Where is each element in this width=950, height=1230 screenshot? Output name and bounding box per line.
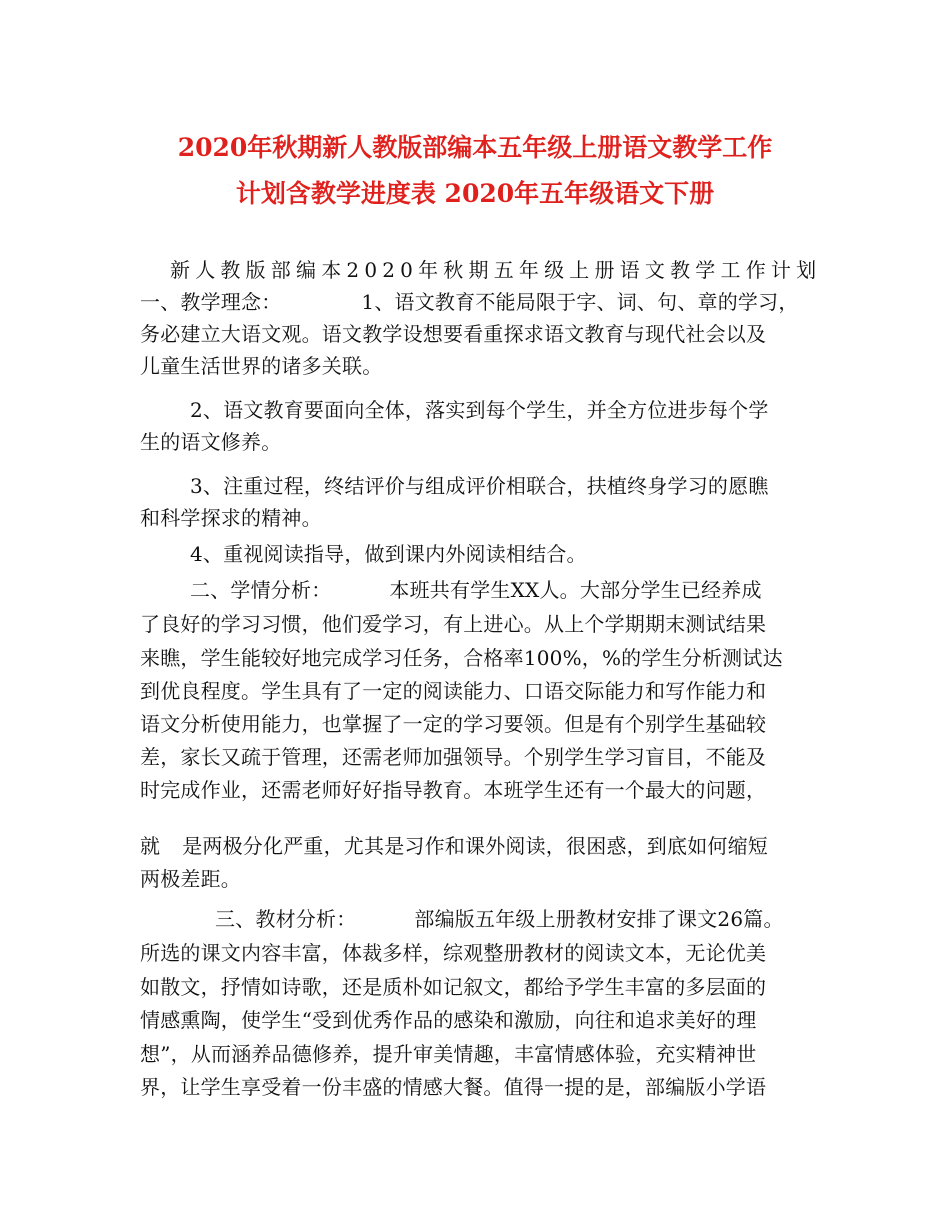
text-line: 想”，从而涵养品德修养，提升审美情趣，丰富情感体验，充实精神世 [140,1042,757,1066]
text-line: 时完成作业，还需老师好好指导教育。本班学生还有一个最大的问题， [140,778,767,802]
section-1-heading: 一、教学理念： [140,290,282,314]
text-line: 如散文，抒情如诗歌，还是质朴如记叙文，都给予学生丰富的多层面的 [140,975,767,999]
document-title-line-2: 计划含教学进度表 2020年五年级语文下册 [235,179,715,208]
text-line: 两极差距。 [140,867,241,891]
text-line: 情感熏陶，使学生“受到优秀作品的感染和激励，向往和追求美好的理 [140,1008,757,1032]
text-line: 生的语文修养。 [140,430,282,454]
principle-4-line: 4、重视阅读指导，做到课内外阅读相结合。 [190,542,587,566]
textbook-intro: 部编版五年级上册教材安排了课文26篇。 [414,907,784,931]
principle-3-line: 3、注重过程，终结评价与组成评价相联合，扶植终身学习的愿瞧 [190,474,769,498]
text-line: 语文分析使用能力，也掌握了一定的学习要领。但是有个别学生基础较 [140,712,767,736]
text-line: 到优良程度。学生具有了一定的阅读能力、口语交际能力和写作能力和 [140,679,767,703]
text-line: 了良好的学习习惯，他们爱学习，有上进心。从上个学期期末测试结果 [140,612,767,636]
plan-heading: 新人教版部编本2020年秋期五年级上册语文教学工作计划 [170,258,822,282]
section-3-line [215,904,784,934]
text-line: 和科学探求的精神。 [140,506,322,530]
class-intro: 本班共有学生XX人。大部分学生已经养成 [389,578,762,602]
section-2-line [190,575,762,605]
section-3-heading: 三、教材分析： [215,907,357,931]
split-text-line [140,831,768,861]
text-line: 所选的课文内容丰富，体裁多样，综观整册教材的阅读文本，无论优美 [140,941,767,965]
principle-1-start: 1、语文教育不能局限于字、词、句、章的学习， [361,290,799,314]
text-line: 儿童生活世界的诸多关联。 [140,354,383,378]
text-line: 界，让学生享受着一份丰盛的情感大餐。值得一提的是，部编版小学语 [140,1075,767,1099]
section-1-line [140,287,799,317]
principle-2-line: 2、语文教育要面向全体，落实到每个学生，并全方位进步每个学 [190,398,769,422]
text-fragment: 是两极分化严重，尤其是习作和课外阅读，很困惑，到底如何缩短 [182,834,769,858]
text-fragment: 就 [140,834,161,858]
section-2-heading: 二、学情分析： [190,578,332,602]
plan-heading-line [170,255,821,285]
text-line: 来瞧，学生能较好地完成学习任务，合格率100%，%的学生分析测试达 [140,646,783,670]
text-line: 差，家长又疏于管理，还需老师加强领导。个别学生学习盲目，不能及 [140,745,767,769]
text-line: 务必建立大语文观。语文教学设想要看重探求语文教育与现代社会以及 [140,322,767,346]
document-title-line-1: 2020年秋期新人教版部编本五年级上册语文教学工作 [177,133,773,162]
